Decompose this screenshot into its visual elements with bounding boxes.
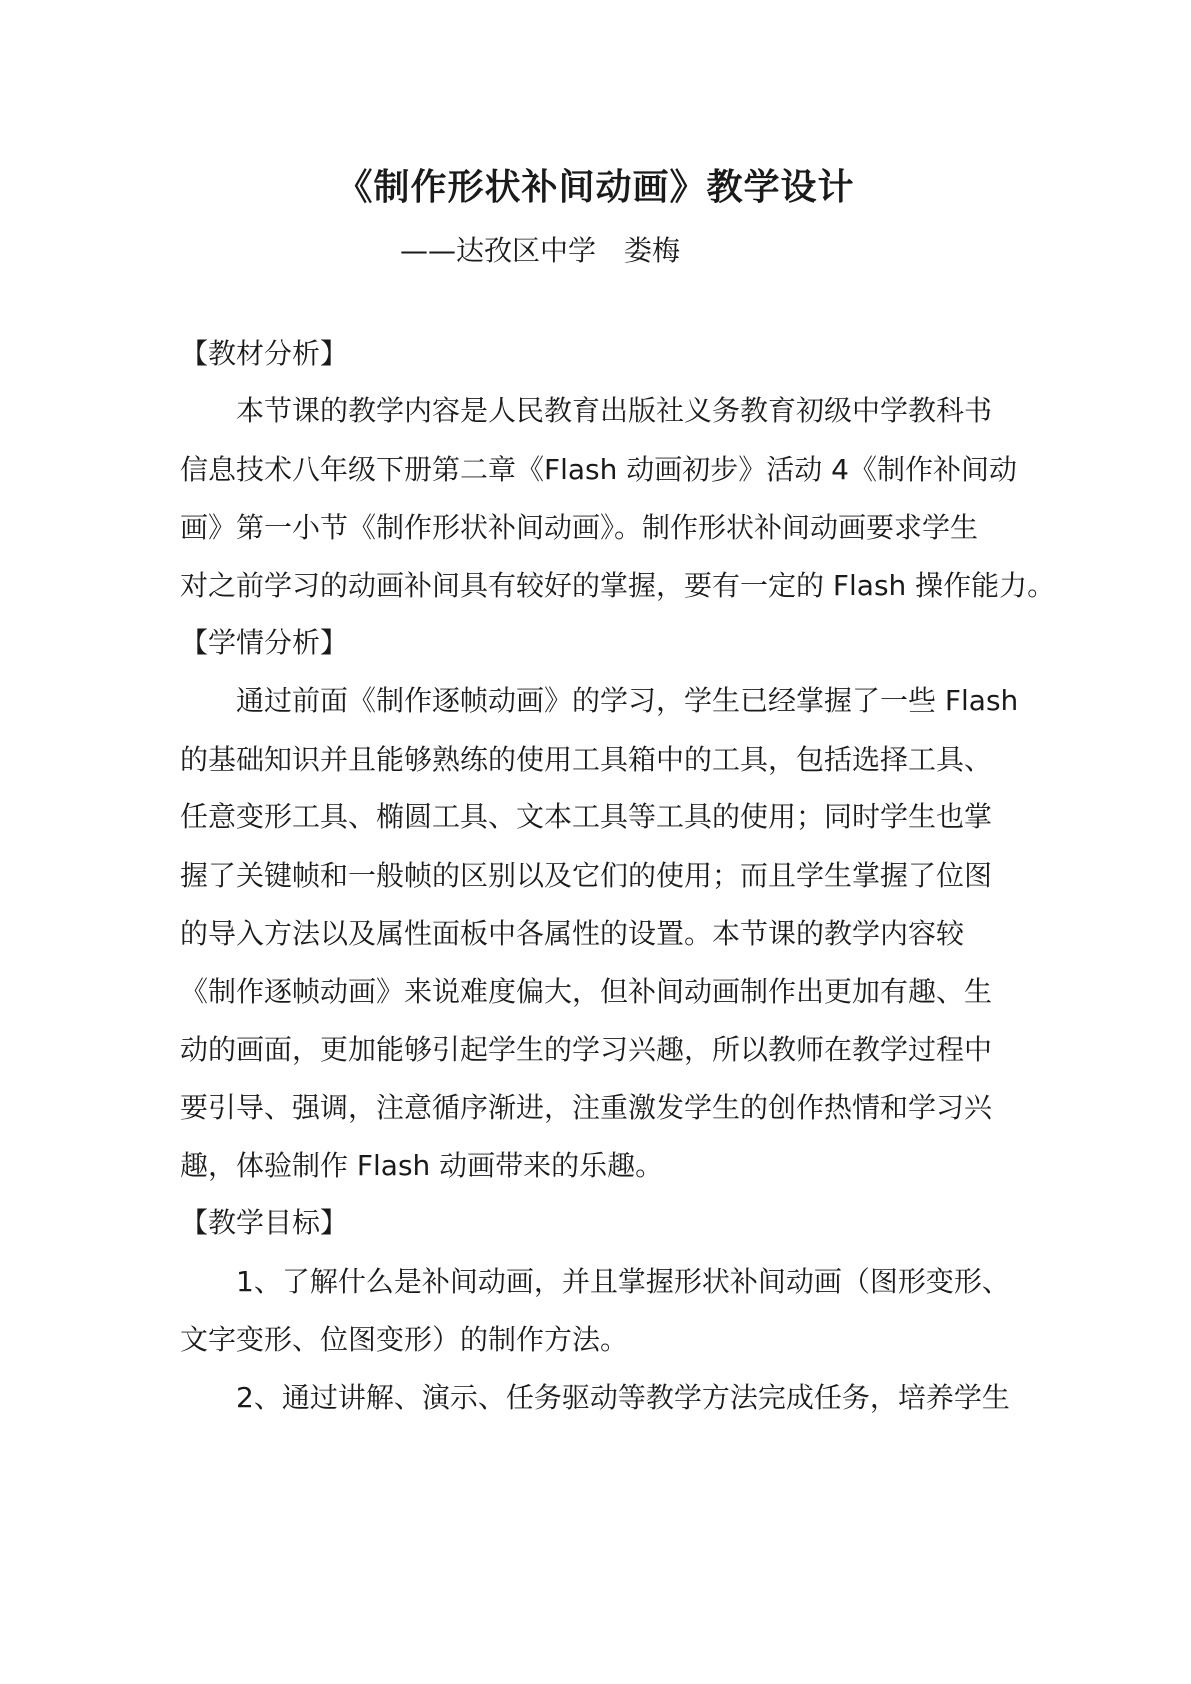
paragraph-line: 信息技术八年级下册第二章《Flash 动画初步》活动 4《制作补间动 [180, 453, 1017, 486]
paragraph-line: 任意变形工具、椭圆工具、文本工具等工具的使用；同时学生也掌 [180, 800, 993, 833]
paragraph-line: 文字变形、位图变形）的制作方法。 [180, 1323, 629, 1356]
document-subtitle: ——达孜区中学 娄梅 [400, 234, 681, 267]
paragraph-line: 趣，体验制作 Flash 动画带来的乐趣。 [180, 1149, 664, 1182]
paragraph-line: 握了关键帧和一般帧的区别以及它们的使用；而且学生掌握了位图 [180, 859, 993, 892]
section-heading-student-analysis: 【学情分析】 [180, 626, 349, 659]
paragraph-line: 通过前面《制作逐帧动画》的学习，学生已经掌握了一些 Flash [236, 684, 1019, 717]
paragraph-line: 动的画面，更加能够引起学生的学习兴趣，所以教师在教学过程中 [180, 1033, 993, 1066]
paragraph-line: 对之前学习的动画补间具有较好的掌握，要有一定的 Flash 操作能力。 [180, 569, 1056, 602]
paragraph-line: 1、了解什么是补间动画，并且掌握形状补间动画（图形变形、 [236, 1265, 1010, 1298]
paragraph-line: 本节课的教学内容是人民教育出版社义务教育初级中学教科书 [236, 394, 993, 427]
paragraph-line: 的导入方法以及属性面板中各属性的设置。本节课的教学内容较 [180, 917, 965, 950]
section-heading-material-analysis: 【教材分析】 [180, 337, 349, 370]
document-title: 《制作形状补间动画》教学设计 [336, 167, 855, 208]
section-heading-teaching-goals: 【教学目标】 [180, 1206, 349, 1239]
paragraph-line: 画》第一小节《制作形状补间动画》。制作形状补间动画要求学生 [180, 511, 979, 544]
paragraph-line: 《制作逐帧动画》来说难度偏大，但补间动画制作出更加有趣、生 [180, 975, 993, 1008]
paragraph-line: 2、通过讲解、演示、任务驱动等教学方法完成任务，培养学生 [236, 1381, 1010, 1414]
paragraph-line: 要引导、强调，注意循序渐进，注重激发学生的创作热情和学习兴 [180, 1091, 993, 1124]
paragraph-line: 的基础知识并且能够熟练的使用工具箱中的工具，包括选择工具、 [180, 743, 993, 776]
